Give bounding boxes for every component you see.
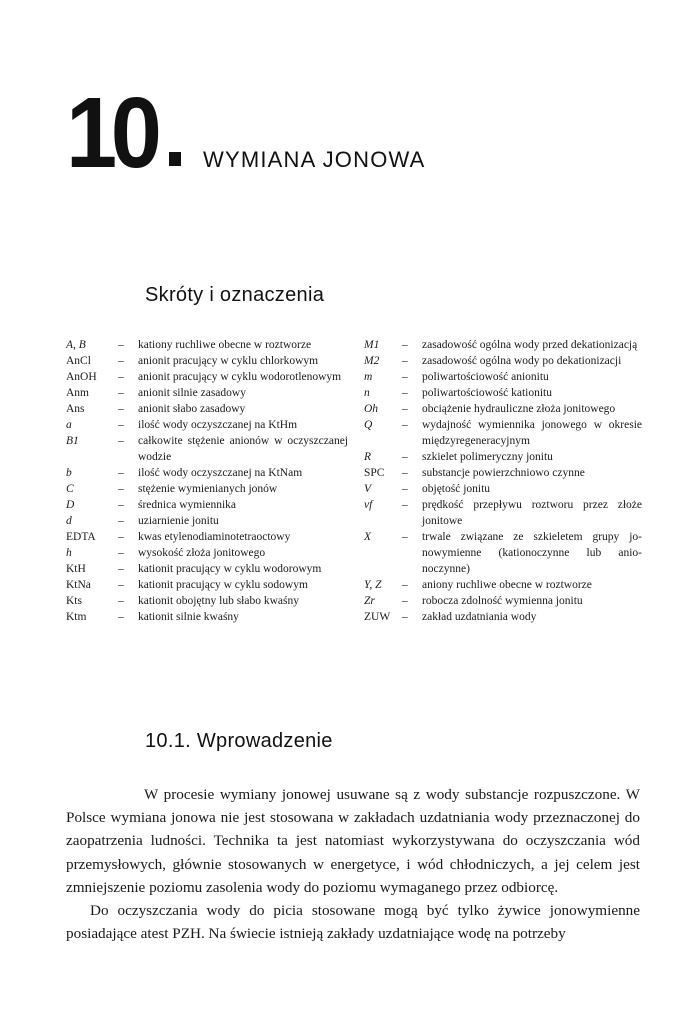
abbreviation-dash: –	[118, 595, 124, 607]
abbreviation-dash: –	[402, 339, 408, 351]
abbreviation-definition: robocza zdolność wymienna jonitu	[422, 595, 583, 607]
abbreviation-dash: –	[402, 403, 408, 415]
abbreviation-symbol: B1	[66, 435, 79, 447]
abbreviation-row	[66, 593, 348, 609]
abbreviations-heading: Skróty i oznaczenia	[145, 284, 325, 306]
abbreviation-definition: ilość wody oczyszczanej na KtHm	[138, 419, 298, 431]
abbreviation-symbol: Anm	[66, 387, 89, 399]
abbreviation-definition: zasadowość ogólna wody przed dekationizacją	[422, 339, 638, 351]
abbreviation-symbol: M2	[364, 355, 380, 367]
abbreviation-symbol: d	[66, 515, 72, 527]
abbreviation-dash: –	[118, 387, 124, 399]
abbreviation-row	[66, 513, 348, 529]
abbreviation-dash: –	[402, 579, 408, 591]
abbreviation-symbol: Kts	[66, 595, 82, 607]
abbreviation-definition: kationy ruchliwe obecne w roztworze	[138, 339, 312, 351]
abbreviation-symbol: AnOH	[66, 371, 97, 383]
abbreviation-dash: –	[402, 611, 408, 623]
abbreviation-row	[66, 465, 348, 481]
abbreviation-symbol: SPC	[364, 467, 385, 479]
abbreviation-symbol: M1	[364, 339, 380, 351]
abbreviation-symbol: Q	[364, 419, 373, 431]
abbreviation-definition: kationit pracujący w cyklu sodowym	[138, 579, 308, 591]
abbreviation-row	[66, 545, 348, 561]
abbreviation-definition: całkowite stężenie anionów w oczyszczanej wodzie	[138, 435, 348, 463]
abbreviation-row	[66, 609, 348, 625]
abbreviation-row	[364, 481, 642, 497]
abbreviation-dash: –	[118, 355, 124, 367]
abbreviation-row	[66, 561, 348, 577]
abbreviation-symbol: Y, Z	[364, 579, 382, 591]
abbreviation-row	[364, 593, 642, 609]
abbreviation-row	[364, 449, 642, 465]
abbreviation-dash: –	[118, 499, 124, 511]
abbreviation-symbol: m	[364, 371, 373, 383]
abbreviation-definition: objętość jonitu	[422, 483, 491, 495]
abbreviation-definition: poliwartościowość anionitu	[422, 371, 549, 383]
abbreviation-row	[364, 401, 642, 417]
abbreviation-dash: –	[118, 611, 124, 623]
abbreviation-dash: –	[118, 531, 124, 543]
abbreviation-symbol: Ans	[66, 403, 85, 415]
abbreviation-row	[364, 417, 642, 449]
abbreviation-symbol: AnCl	[66, 355, 91, 367]
abbreviation-row	[66, 417, 348, 433]
section-body	[66, 783, 640, 945]
abbreviation-definition: obciążenie hydrauliczne złoża jonitowego	[422, 403, 616, 415]
abbreviation-definition: ilość wody oczyszczanej na KtNam	[138, 467, 303, 479]
abbreviation-definition: kationit obojętny lub słabo kwaśny	[138, 595, 299, 607]
abbreviation-definition: wysokość złoża jonitowego	[138, 547, 266, 559]
abbreviation-symbol: R	[364, 451, 372, 463]
abbreviation-symbol: ZUW	[364, 611, 391, 623]
abbreviation-symbol: A, B	[66, 339, 86, 351]
abbreviation-row	[66, 369, 348, 385]
abbreviation-definition: kationit pracujący w cyklu wodorowym	[138, 563, 322, 575]
abbreviation-row	[364, 529, 642, 577]
abbreviation-definition: stężenie wymienianych jonów	[138, 483, 278, 495]
abbreviation-definition: prędkość przepływu roztworu przez złoże jonitowe	[422, 499, 642, 527]
abbreviation-row	[364, 577, 642, 593]
paragraph: W procesie wymiany jonowej usuwane są z wody substancje rozpuszczone. W Polsce wymiana jonowa nie jest stosowana w zakładach uzdatniania wody przeznaczonej do zaopatrzenia ludności. Technika ta jest natomiast wykorzystywana do oczyszczania wód przemysłowych, głównie stosowanych w energetyce, i wód chłodniczych, a jej celem jest zmniejszenie poziomu zasolenia wody do poziomu wymaganego przez odbiorcę.	[66, 786, 640, 896]
abbreviation-row	[66, 497, 348, 513]
abbreviation-dash: –	[118, 563, 124, 575]
abbreviation-row	[364, 385, 642, 401]
abbreviation-definition: trwale związane ze szkieletem grupy jonowymienne (kationoczynne lub anionoczynne)	[422, 531, 642, 575]
abbreviation-definition: szkielet polimeryczny jonitu	[422, 451, 553, 463]
abbreviation-symbol: KtNa	[66, 579, 91, 591]
abbreviation-definition: anionit silnie zasadowy	[138, 387, 246, 399]
abbreviation-dash: –	[402, 531, 408, 543]
abbreviations-right-column	[364, 337, 642, 625]
abbreviation-symbol: EDTA	[66, 531, 96, 543]
abbreviation-dash: –	[402, 499, 408, 511]
abbreviation-definition: kationit silnie kwaśny	[138, 611, 239, 623]
abbreviation-definition: uziarnienie jonitu	[138, 515, 219, 527]
abbreviation-symbol: Zr	[364, 595, 375, 607]
abbreviation-row	[66, 401, 348, 417]
abbreviation-dash: –	[118, 339, 124, 351]
abbreviation-definition: aniony ruchliwe obecne w roztworze	[422, 579, 592, 591]
abbreviation-symbol: b	[66, 467, 72, 479]
abbreviation-symbol: KtH	[66, 563, 86, 575]
abbreviation-definition: zasadowość ogólna wody po dekationizacji	[422, 355, 622, 367]
abbreviation-row	[364, 497, 642, 529]
abbreviation-row	[66, 385, 348, 401]
abbreviation-dash: –	[402, 467, 408, 479]
abbreviation-dash: –	[118, 403, 124, 415]
abbreviation-row	[364, 609, 642, 625]
abbreviation-symbol: h	[66, 547, 72, 559]
abbreviation-definition: średnica wymiennika	[138, 499, 237, 511]
abbreviation-definition: poliwartościowość kationitu	[422, 387, 552, 399]
section-heading: 10.1. Wprowadzenie	[145, 730, 333, 752]
abbreviation-dash: –	[118, 371, 124, 383]
abbreviation-symbol: Oh	[364, 403, 379, 415]
abbreviation-definition: anionit pracujący w cyklu wodorotlenowym	[138, 371, 342, 383]
abbreviation-symbol: X	[364, 531, 372, 543]
abbreviation-dash: –	[118, 467, 124, 479]
abbreviation-symbol: C	[66, 483, 74, 495]
abbreviation-dash: –	[118, 515, 124, 527]
abbreviation-dash: –	[402, 371, 408, 383]
abbreviation-symbol: V	[364, 483, 372, 495]
abbreviation-dash: –	[402, 451, 408, 463]
abbreviation-dash: –	[118, 483, 124, 495]
abbreviation-dash: –	[118, 579, 124, 591]
abbreviation-row	[364, 465, 642, 481]
abbreviation-definition: kwas etylenodiaminotetraoctowy	[138, 531, 291, 543]
abbreviation-definition: wydajność wymiennika jonowego w okresie międzyregeneracyjnym	[422, 419, 642, 447]
abbreviation-row	[364, 353, 642, 369]
chapter-title: WYMIANA JONOWA	[203, 147, 426, 172]
abbreviation-definition: zakład uzdatniania wody	[422, 611, 537, 623]
abbreviation-symbol: a	[66, 419, 72, 431]
chapter-bullet	[169, 152, 181, 166]
abbreviation-dash: –	[118, 547, 124, 559]
abbreviation-symbol: D	[66, 499, 75, 511]
abbreviation-row	[66, 481, 348, 497]
abbreviation-dash: –	[118, 419, 124, 431]
abbreviation-row	[66, 433, 348, 465]
abbreviation-row	[66, 529, 348, 545]
abbreviation-dash: –	[402, 419, 408, 431]
abbreviation-symbol: Ktm	[66, 611, 87, 623]
abbreviation-definition: substancje powierzchniowo czynne	[422, 467, 585, 479]
paragraph: Do oczyszczania wody do picia stosowane mogą być tylko żywice jonowymienne posiadające atest PZH. Na świecie istnieją zakłady uzdatniające wodę na potrzeby	[66, 902, 640, 943]
chapter-number: 10	[66, 77, 156, 189]
abbreviation-dash: –	[118, 435, 124, 447]
abbreviation-dash: –	[402, 387, 408, 399]
abbreviation-definition: anionit słabo zasadowy	[138, 403, 246, 415]
abbreviation-dash: –	[402, 595, 408, 607]
abbreviation-row	[66, 577, 348, 593]
abbreviation-row	[66, 353, 348, 369]
abbreviation-symbol: vf	[364, 499, 373, 511]
abbreviation-dash: –	[402, 483, 408, 495]
abbreviation-definition: anionit pracujący w cyklu chlorkowym	[138, 355, 319, 367]
abbreviations-left-column	[66, 337, 348, 625]
abbreviation-dash: –	[402, 355, 408, 367]
abbreviation-symbol: n	[364, 387, 370, 399]
abbreviation-row	[364, 369, 642, 385]
abbreviation-row	[66, 337, 348, 353]
abbreviation-row	[364, 337, 642, 353]
